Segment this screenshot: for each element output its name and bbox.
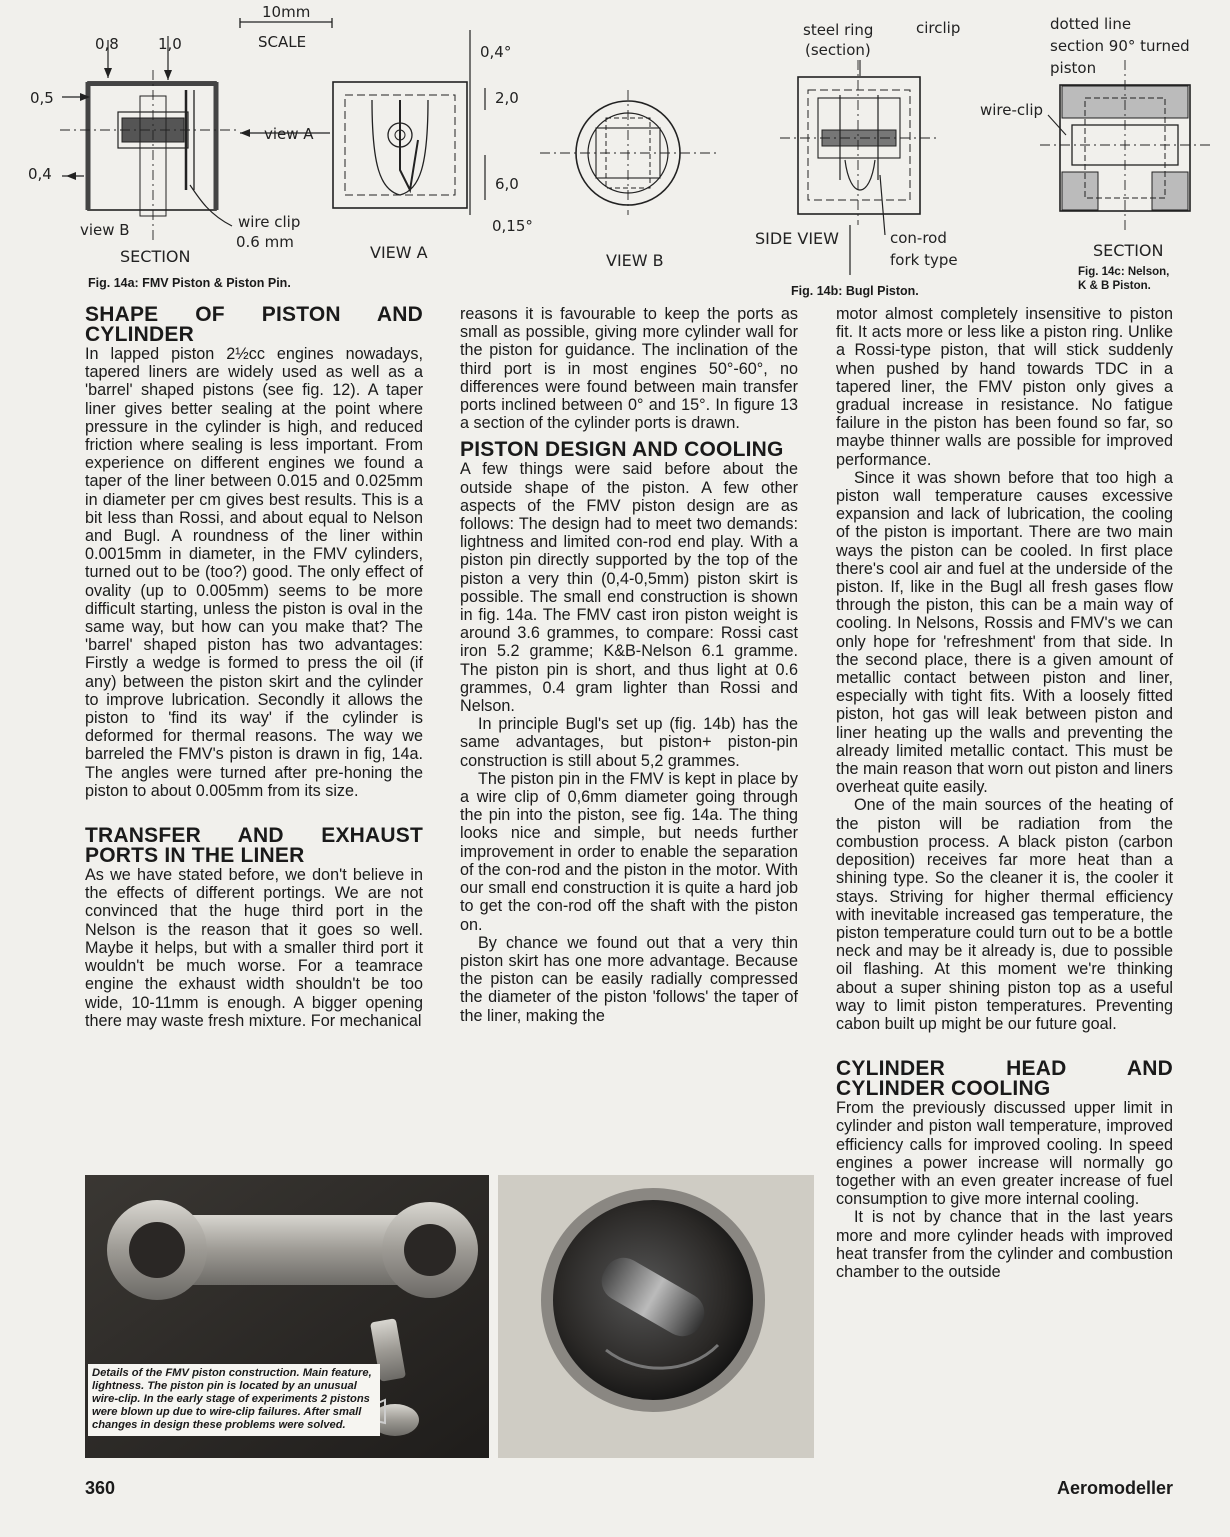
fig14a-label-view-a-arrow: view A [264,125,314,143]
paragraph-transfer-ports-cont: reasons it is favourable to keep the ports as small as possible, giving more cylinder wall for the piston for guidance. The inclination of the third port is in most engines 50°-60°, no differences were found between main transfer ports inclined between 0° and 15°. In figure 13 a section of the cylinder ports is drawn. [460,305,798,433]
magazine-name: Aeromodeller [1056,1478,1173,1498]
fig14a-section-drawing [60,36,240,240]
paragraph-shape-of-piston: In lapped piston 2½cc engines nowadays, tapered liners are widely used as well as a 'barrel' shaped pistons (see fig. 12). A taper liner gives better sealing at the point where pressure in the cylinder is high, and reduced friction where sealing is less important. From experience on different engines we found a taper of the liner between 0.015 and 0.025mm in diameter per cm gives best results. This is a bit less than Rossi, and about equal to Nelson and Bugl. A roundness of the liner within 0.0015mm in diameter, in the FMV cylinders, turned out to be (too?) good. The only effect of ovality (up to 0.005mm) seems to be more difficult starting, unless the piston is oval in the same way, but how can you make that? The 'barrel' shaped piston has two advantages: Firstly a wedge is formed to press the oil (if any) between the piston skirt and the cylinder to improve lubrication. Secondly it allows the piston to 'find its way' if the cylinder is deformed for thermal reasons. The way we barreled the FMV's piston is drawn in fig, 14a. The angles were turned after pre-honing the piston to about 0.005mm from its size. [85,345,423,800]
fig14a-label-a04: 0,4° [480,43,512,61]
column-2 [460,305,798,1025]
fig14b-label-conrod-sub: fork type [890,251,958,269]
fig14b-label-conrod: con-rod [890,229,947,247]
photo-piston-interior [498,1175,814,1458]
paragraph-piston-design-4-cont: motor almost completely insensitive to piston fit. It acts more or less like a piston ring. Unlike a Rossi-type piston, that will stick suddenly when pushed by hand towards TDC in a tapered liner, the FMV piston only gives a gradual increase in resistance. No fatigue failure in the piston has been found so far, so maybe thinner walls are possible for improved performance. [836,305,1173,469]
fig14b-label-side-view: SIDE VIEW [755,229,839,248]
heading-transfer-ports: TRANSFER AND EXHAUST PORTS IN THE LINER [85,824,423,868]
photo-caption: Details of the FMV piston construction. Main feature, lightness. The piston pin is located by an unusual wire-clip. In the early stage of experiments 2 pistons were blown up due to wire-clip failures. After small changes in design these problems were solved. [88,1364,380,1436]
fig14c-caption-line2: K & B Piston. [1078,280,1151,292]
scale-value: 10mm [262,3,311,21]
fig14b-label-steel-ring-sub: (section) [805,41,871,59]
fig14a-label-d20: 2,0 [495,89,519,107]
fig14b-caption: Fig. 14b: Bugl Piston. [791,284,919,298]
fig14a-label-d60: 6,0 [495,175,519,193]
fig14c-label-wire-clip: wire-clip [980,101,1044,119]
paragraph-piston-design-1: A few things were said before about the outside shape of the piston. A few other aspects of the FMV piston design are as follows: The design had to meet two demands: lightness and limited con-rod end play. With a piston pin directly supported by the top of the piston a very thin (0,4-0,5mm) piston skirt is possible. The small end construction is shown in fig. 14a. The FMV cast iron piston weight is around 3.6 grammes, to compare: Rossi cast iron 5.2 gramme; K&B-Nelson 6.1 gramme. The piston pin is short, and thus light at 0.6 grammes, 0.4 gram lighter than Rossi and Nelson. [460,460,798,716]
fig14a-label-d08: 0,8 [95,35,119,53]
paragraph-cylinder-head-1: From the previously discussed upper limit in cylinder and piston wall temperature, improved efficiency calls for improved cooling. In speed engines a power increase will normally go together with an even greater increase of fuel consumption to give more internal cooling. [836,1099,1173,1209]
piston-photo-illustration [498,1175,814,1458]
fig14a-label-view-b: view B [80,221,130,239]
fig14a-label-section: SECTION [120,247,191,266]
paragraph-transfer-ports: As we have stated before, we don't believe in the effects of different portings. We are not convinced that the huge third port in the Nelson is the reason that it goes so well. Maybe it helps, but with a smaller third port it wouldn't be much worse. For a teamrace engine the exhaust width shouldn't be too wide, 10-11mm is enough. A bigger opening there may waste fresh mixture. For mechanical [85,866,423,1030]
page-number: 360 [85,1478,116,1498]
fig14c-section-drawing [1040,60,1210,230]
column-3 [836,305,1173,1281]
fig14a-view-b-drawing [540,90,720,215]
column-1 [85,305,423,1030]
fig14c-label-section90: section 90° turned [1050,37,1190,55]
paragraph-cylinder-head-2: It is not by chance that in the last years more and more cylinder heads with improved heat transfer from the cylinder and combustion chamber to the outside [836,1208,1173,1281]
fig14a-label-view-a: VIEW A [370,243,428,262]
fig14a-caption: Fig. 14a: FMV Piston & Piston Pin. [88,276,291,290]
fig14b-label-steel-ring: steel ring [803,21,874,39]
fig14c-label-section: SECTION [1093,241,1164,260]
fig14a-label-d04: 0,4 [28,165,52,183]
fig14a-label-a015: 0,15° [492,217,533,235]
fig14b-label-circlip: circlip [916,19,961,37]
heading-shape-of-piston: SHAPE OF PISTON AND CYLINDER [85,303,423,346]
fig14a-label-wire-clip-size: 0.6 mm [236,233,294,251]
fig14a-label-view-b-title: VIEW B [606,251,664,270]
paragraph-piston-design-4: By chance we found out that a very thin piston skirt has one more advantage. Because the piston can be easily radially compressed the diameter of the piston 'follows' the taper of the liner, making the [460,933,798,1025]
fig14a-label-d10: 1,0 [158,35,182,53]
paragraph-piston-cooling-1: Since it was shown before that too high a piston wall temperature causes excessive expansion and lack of lubrication, the cooling of the piston is important. There are two main ways the piston can be cooled. In first place there's cool air and fuel at the underside of the piston. If, like in the Bugl all fresh gases flow through the piston, this can be a main way of cooling. In Nelsons, Rossis and FMV's we can only hope for 'refreshment' from that side. In the second place, there is a given amount of metallic contact between piston and liner, especially with tight fits. With a loosely fitted piston, hot gas will leak between piston and liner heating up the walls and preventing the already limited metallic contact. This must be the main reason that worn out piston and liners overheat quite easily. [836,468,1173,797]
paragraph-piston-cooling-2: One of the main sources of the heating of the piston will be radiation from the combustion process. A black piston (carbon deposition) receives far more heat than a shining type. So the cleaner it is, the cooler it stays. Striving for higher thermal efficiency with inevitable increased gas temperature, the piston temperature could turn out to be a bottle neck and may be it already is, due to possible oil flashing. At this moment we're thinking about a super shining piston top as a useful way to limit piston temperatures. Preventing cabon built up might be our future goal. [836,796,1173,1033]
fig14c-label-dotted: dotted line [1050,15,1132,33]
heading-piston-design: PISTON DESIGN AND COOLING [460,438,784,462]
fig14c-caption-line1: Fig. 14c: Nelson, [1078,266,1170,278]
fig14c-label-piston: piston [1050,59,1097,77]
paragraph-piston-design-3: The piston pin in the FMV is kept in place by a wire clip of 0,6mm diameter going through the pin into the piston, see fig. 14a. The thing looks nice and simple, but needs further improvement in order to enable the separation of the con-rod and the piston in the motor. With our small end construction it is quite a hard job to get the con-rod off the shaft with the piston on. [460,769,798,934]
paragraph-piston-design-2: In principle Bugl's set up (fig. 14b) has the same advantages, but piston+ piston-pin construction is still about 5,2 grammes. [460,715,798,770]
fig14a-label-wire-clip: wire clip [238,213,301,231]
scale-label: SCALE [258,33,307,51]
fig14a-view-a-drawing [240,30,485,215]
heading-cylinder-head: CYLINDER HEAD AND CYLINDER COOLING [836,1057,1173,1101]
fig14a-label-d05: 0,5 [30,89,54,107]
